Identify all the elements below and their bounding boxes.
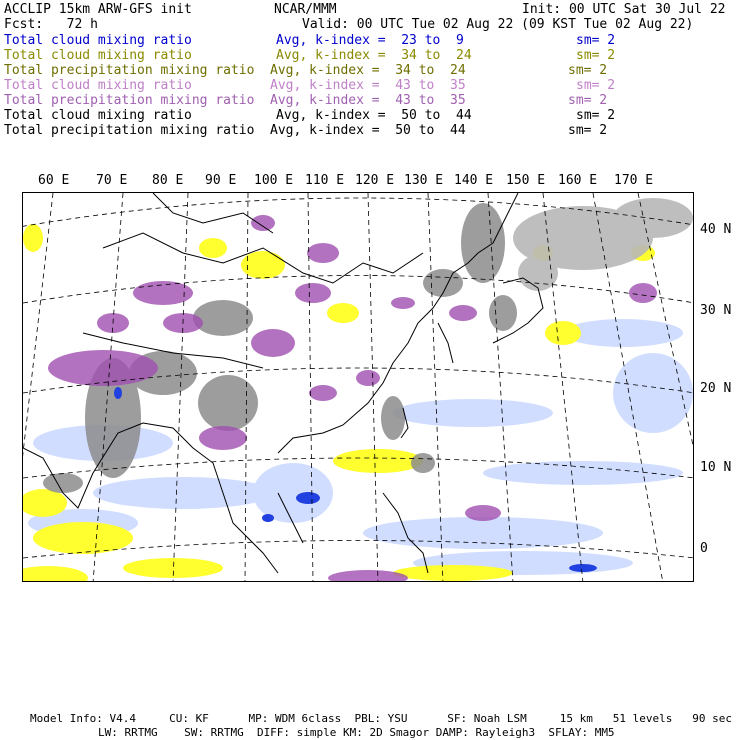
field-name: Total precipitation mixing ratio (4, 93, 255, 108)
field-avg: Avg, k-index = 34 to 24 (270, 63, 466, 78)
lon-label: 130 E (404, 173, 444, 188)
field-sm: sm= 2 (568, 93, 608, 108)
lon-label: 120 E (355, 173, 395, 188)
map-plot (22, 192, 694, 582)
field-name: Total precipitation mixing ratio (4, 63, 255, 78)
field-sm: sm= 2 (576, 33, 616, 48)
field-avg: Avg, k-index = 23 to 9 (276, 33, 464, 48)
field-sm: sm= 2 (576, 48, 616, 63)
lon-label: 160 E (558, 173, 598, 188)
field-sm: sm= 2 (568, 63, 608, 78)
lat-label: 0 (700, 541, 708, 556)
lon-label: 90 E (205, 173, 237, 188)
field-avg: Avg, k-index = 34 to 24 (276, 48, 472, 63)
lat-label: 20 N (700, 381, 732, 396)
field-sm: sm= 2 (568, 123, 608, 138)
field-avg: Avg, k-index = 43 to 35 (270, 78, 466, 93)
lon-label: 170 E (614, 173, 654, 188)
lon-label: 110 E (305, 173, 345, 188)
field-avg: Avg, k-index = 43 to 35 (270, 93, 466, 108)
lon-label: 70 E (96, 173, 128, 188)
graticule-line (23, 276, 694, 304)
init-time: Init: 00 UTC Sat 30 Jul 22 (522, 2, 726, 17)
graticule-line (368, 193, 378, 582)
field-sm: sm= 2 (576, 78, 616, 93)
field-name: Total cloud mixing ratio (4, 108, 192, 123)
field-name: Total cloud mixing ratio (4, 48, 192, 63)
model-info-line1: Model Info: V4.4 CU: KF MP: WDM 6class PBL: YSU SF: Noah LSM 15 km 51 levels 90 sec (30, 712, 732, 725)
lat-label: 30 N (700, 303, 732, 318)
lat-label: 40 N (700, 222, 732, 237)
lon-label: 80 E (152, 173, 184, 188)
field-avg: Avg, k-index = 50 to 44 (270, 123, 466, 138)
lon-label: 150 E (506, 173, 546, 188)
coastline-korea (438, 323, 453, 363)
cloud-fields (23, 198, 693, 582)
lon-label: 140 E (454, 173, 494, 188)
field-sm: sm= 2 (576, 108, 616, 123)
field-avg: Avg, k-index = 50 to 44 (276, 108, 472, 123)
lon-label: 60 E (38, 173, 70, 188)
field-name: Total precipitation mixing ratio (4, 123, 255, 138)
organization-label: NCAR/MMM (274, 2, 337, 17)
forecast-hour: Fcst: 72 h (4, 17, 98, 32)
lon-label: 100 E (254, 173, 294, 188)
model-title: ACCLIP 15km ARW-GFS init (4, 2, 192, 17)
field-name: Total cloud mixing ratio (4, 78, 192, 93)
map-canvas (23, 193, 694, 582)
lightgray-cloud-layer (513, 198, 693, 291)
model-info-line2: LW: RRTMG SW: RRTMG DIFF: simple KM: 2D Smagor DAMP: Rayleigh3 SFLAY: MM5 (98, 726, 615, 739)
field-name: Total cloud mixing ratio (4, 33, 192, 48)
valid-time: Valid: 00 UTC Tue 02 Aug 22 (09 KST Tue 02 Aug 22) (302, 17, 694, 32)
lat-label: 10 N (700, 460, 732, 475)
